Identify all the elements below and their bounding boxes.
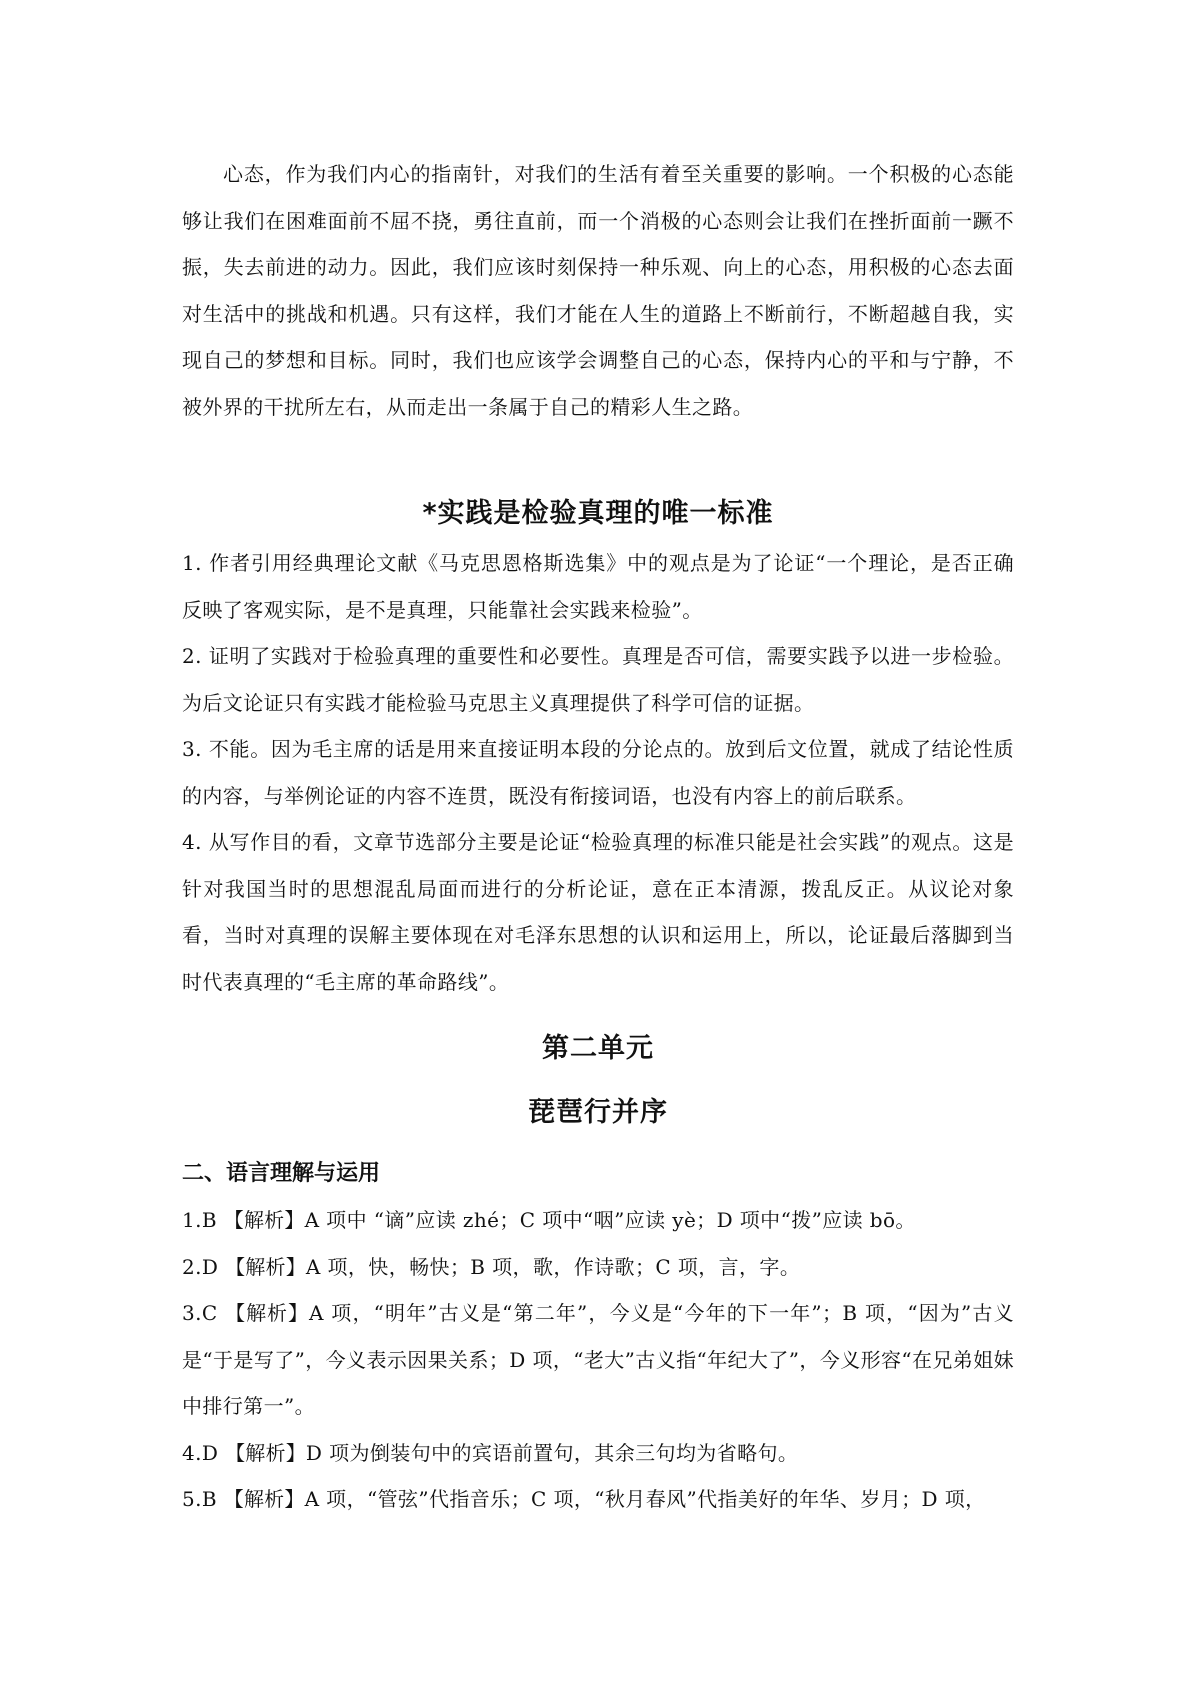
section-label: 二、语言理解与运用 [182,1161,381,1186]
answer-item-2: 2. 证明了实践对于检验真理的重要性和必要性。真理是否可信，需要实践予以进一步检验。为后文论证只有实践才能检验马克思主义真理提供了科学可信的证据。 [182,644,1014,715]
mc-answer-1 [182,1197,1014,1244]
answer-item-4: 4. 从写作目的看，文章节选部分主要是论证“检验真理的标准只能是社会实践”的观点。这是针对我国当时的思想混乱局面而进行的分析论证，意在正本清源，拨乱反正。从议论对象看，当时对真理的误解主要体现在对毛泽东思想的认识和运用上，所以，论证最后落脚到当时代表真理的“毛主席的革命路线”。 [182,830,1014,994]
analysis-tag: 【解析】 [225,1440,306,1465]
answer-number: 2.D [182,1254,219,1279]
mc-answer-3 [182,1290,1014,1430]
answer-text: A 项，“管弦”代指音乐；C 项，“秋月春风”代指美好的年华、岁月；D 项， [304,1487,986,1511]
answer-number: 1.B [182,1208,217,1232]
answer-text: A 项中 “谪”应读 zhé；C 项中“咽”应读 yè；D 项中“拨”应读 bō。 [304,1208,916,1232]
answer-number: 3.C [182,1301,218,1325]
mc-answer-4 [182,1430,1014,1477]
analysis-tag: 【解析】 [225,1301,309,1325]
mc-answer-5 [182,1476,1014,1523]
answer-number: 4.D [182,1440,219,1465]
answer-text: D 项为倒装句中的宾语前置句，其余三句均为省略句。 [305,1440,799,1465]
analysis-tag: 【解析】 [223,1208,305,1232]
section-title-practice-truth: *实践是检验真理的唯一标准 [422,498,774,529]
analysis-tag: 【解析】 [225,1254,306,1279]
answer-item-1: 1. 作者引用经典理论文献《马克思恩格斯选集》中的观点是为了论证“一个理论，是否正确反映了客观实际，是不是真理，只能靠社会实践来检验”。 [182,551,1014,622]
mc-answer-2 [182,1244,1014,1291]
answer-number: 5.B [182,1487,217,1511]
answer-text: A 项，快，畅快；B 项，歌，作诗歌；C 项，言，字。 [305,1254,801,1279]
lesson-title: 琵琶行并序 [528,1097,668,1128]
unit-title: 第二单元 [542,1033,654,1064]
answer-text: A 项，“明年”古义是“第二年”，今义是“今年的下一年”；B 项，“因为”古义是“于是写了”，今义表示因果关系；D 项，“老大”古义指“年纪大了”，今义形容“在兄弟姐妹中排行第一”。 [182,1301,1014,1418]
intro-paragraph: 心态，作为我们内心的指南针，对我们的生活有着至关重要的影响。一个积极的心态能够让我们在困难面前不屈不挠，勇往直前，而一个消极的心态则会让我们在挫折面前一蹶不振，失去前进的动力。因此，我们应该时刻保持一种乐观、向上的心态，用积极的心态去面对生活中的挑战和机遇。只有这样，我们才能在人生的道路上不断前行，不断超越自我，实现自己的梦想和目标。同时，我们也应该学会调整自己的心态，保持内心的平和与宁静，不被外界的干扰所左右，从而走出一条属于自己的精彩人生之路。 [182,162,1014,419]
document-page [182,151,1014,1523]
analysis-tag: 【解析】 [223,1487,305,1511]
answer-item-3: 3. 不能。因为毛主席的话是用来直接证明本段的分论点的。放到后文位置，就成了结论性质的内容，与举例论证的内容不连贯，既没有衔接词语，也没有内容上的前后联系。 [182,737,1014,808]
